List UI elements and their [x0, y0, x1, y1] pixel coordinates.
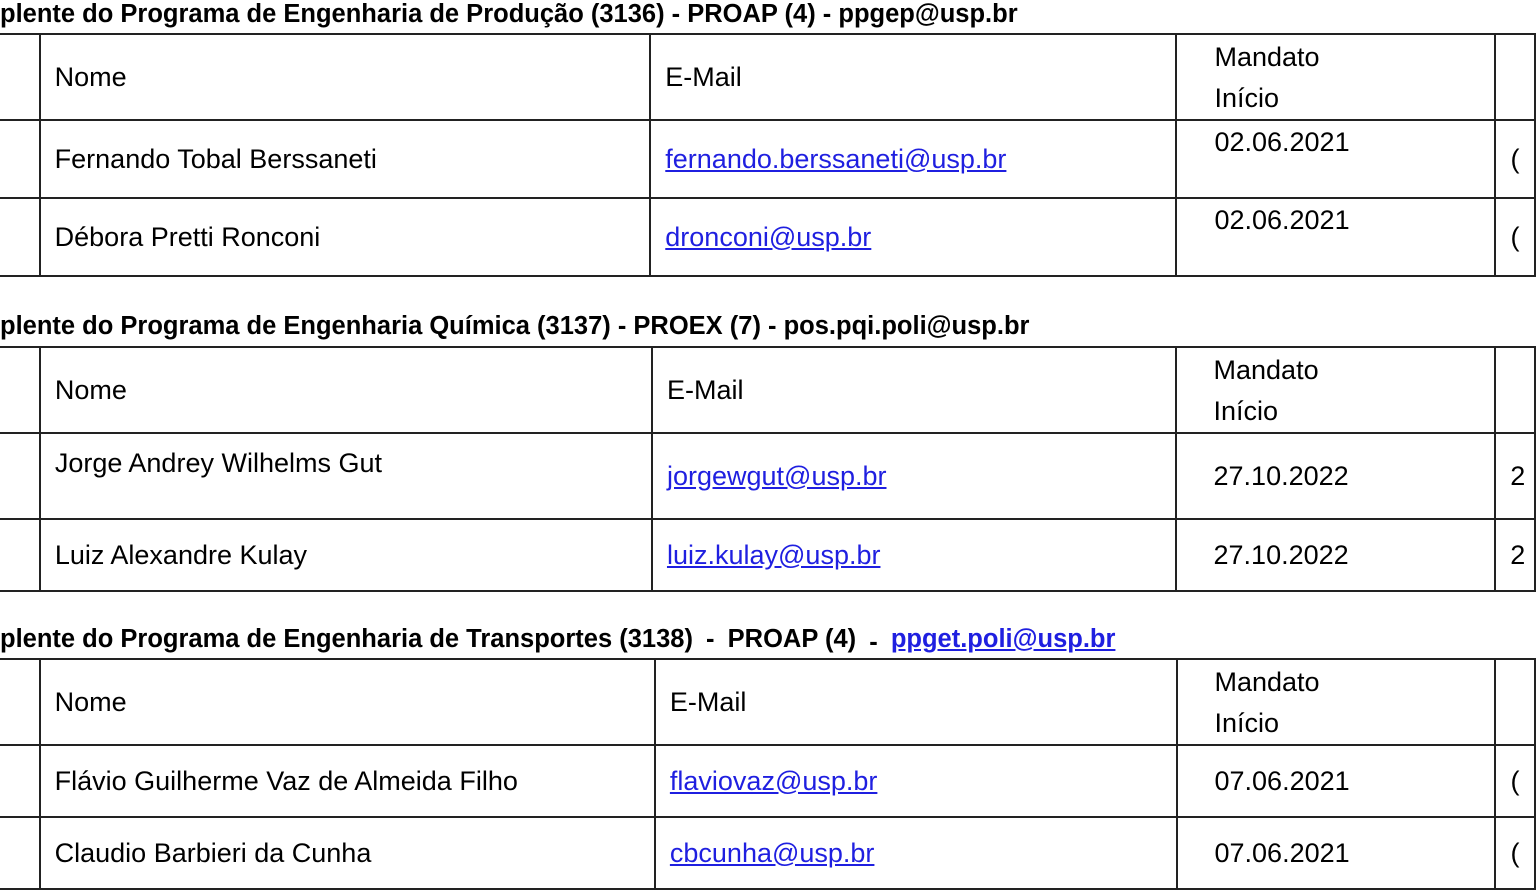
cut-cell: 2	[1495, 433, 1535, 519]
member-email-cell	[652, 519, 1176, 591]
member-email-link[interactable]: dronconi@usp.br	[665, 221, 872, 252]
member-start-date: 07.06.2021	[1177, 745, 1496, 817]
blank-cell	[0, 659, 40, 745]
member-start-date: 07.06.2021	[1177, 817, 1496, 889]
members-table	[0, 658, 1536, 890]
member-name: Fernando Tobal Berssaneti	[40, 120, 651, 198]
blank-cell	[0, 347, 40, 433]
heading-text: plente do Programa de Engenharia de Produção (3136) - PROAP (4) - ppgep@usp.br	[0, 0, 1018, 28]
member-name: Flávio Guilherme Vaz de Almeida Filho	[40, 745, 655, 817]
section-heading	[0, 311, 1029, 341]
member-email-link[interactable]: jorgewgut@usp.br	[666, 460, 887, 491]
blank-cell	[0, 433, 40, 519]
cut-cell: (	[1495, 817, 1535, 889]
section-heading	[0, 0, 1018, 29]
member-email-link[interactable]: cbcunha@usp.br	[669, 837, 875, 868]
col-email-header: E-Mail	[652, 347, 1176, 433]
member-email-link[interactable]: luiz.kulay@usp.br	[666, 539, 881, 570]
member-email-cell	[655, 817, 1177, 889]
heading-prefix: plente do Programa de Engenharia de Transportes (3138)	[0, 625, 693, 653]
col-mandato-header: Mandato Início	[1177, 659, 1496, 745]
col-mandato-header: Mandato Início	[1176, 347, 1496, 433]
cut-cell	[1495, 659, 1535, 745]
heading-separator: -	[706, 625, 715, 653]
table-row	[0, 519, 1535, 591]
cut-cell: (	[1495, 198, 1535, 276]
col-nome-header: Nome	[40, 347, 652, 433]
member-name: Jorge Andrey Wilhelms Gut	[40, 433, 652, 519]
member-email-cell	[650, 198, 1176, 276]
cut-cell	[1495, 34, 1535, 120]
program-email-link[interactable]: ppget.poli@usp.br	[890, 625, 1116, 653]
member-name: Claudio Barbieri da Cunha	[40, 817, 655, 889]
table-row	[0, 745, 1535, 817]
member-email-cell	[652, 433, 1176, 519]
table-header-row	[0, 659, 1535, 745]
table-row	[0, 817, 1535, 889]
table-row	[0, 198, 1535, 276]
col-nome-header: Nome	[40, 34, 651, 120]
member-email-link[interactable]: fernando.berssaneti@usp.br	[665, 143, 1007, 174]
cut-cell: (	[1495, 120, 1535, 198]
col-nome-header: Nome	[40, 659, 655, 745]
members-table	[0, 33, 1536, 277]
members-table	[0, 346, 1536, 592]
cut-cell	[1495, 347, 1535, 433]
blank-cell	[0, 745, 40, 817]
col-email-header: E-Mail	[655, 659, 1177, 745]
member-email-cell	[655, 745, 1177, 817]
member-start-date: 02.06.2021	[1176, 198, 1495, 276]
member-start-date: 27.10.2022	[1176, 433, 1496, 519]
member-email-cell	[650, 120, 1176, 198]
section-heading	[0, 624, 1115, 654]
blank-cell	[0, 519, 40, 591]
member-start-date: 27.10.2022	[1176, 519, 1496, 591]
table-row	[0, 433, 1535, 519]
heading-middle: PROAP (4)	[727, 625, 857, 653]
heading-text: plente do Programa de Engenharia Química (3137) - PROEX (7) - pos.pqi.poli@usp.br	[0, 312, 1030, 340]
col-email-header: E-Mail	[650, 34, 1176, 120]
member-email-link[interactable]: flaviovaz@usp.br	[669, 765, 878, 796]
member-start-date: 02.06.2021	[1176, 120, 1495, 198]
member-name: Débora Pretti Ronconi	[40, 198, 651, 276]
blank-cell	[0, 198, 40, 276]
blank-cell	[0, 120, 40, 198]
table-header-row	[0, 34, 1535, 120]
col-mandato-header: Mandato Início	[1176, 34, 1495, 120]
cut-cell: 2	[1495, 519, 1535, 591]
table-header-row	[0, 347, 1535, 433]
member-name: Luiz Alexandre Kulay	[40, 519, 652, 591]
blank-cell	[0, 817, 40, 889]
table-row	[0, 120, 1535, 198]
blank-cell	[0, 34, 40, 120]
cut-cell: (	[1495, 745, 1535, 817]
heading-separator: -	[869, 628, 878, 656]
